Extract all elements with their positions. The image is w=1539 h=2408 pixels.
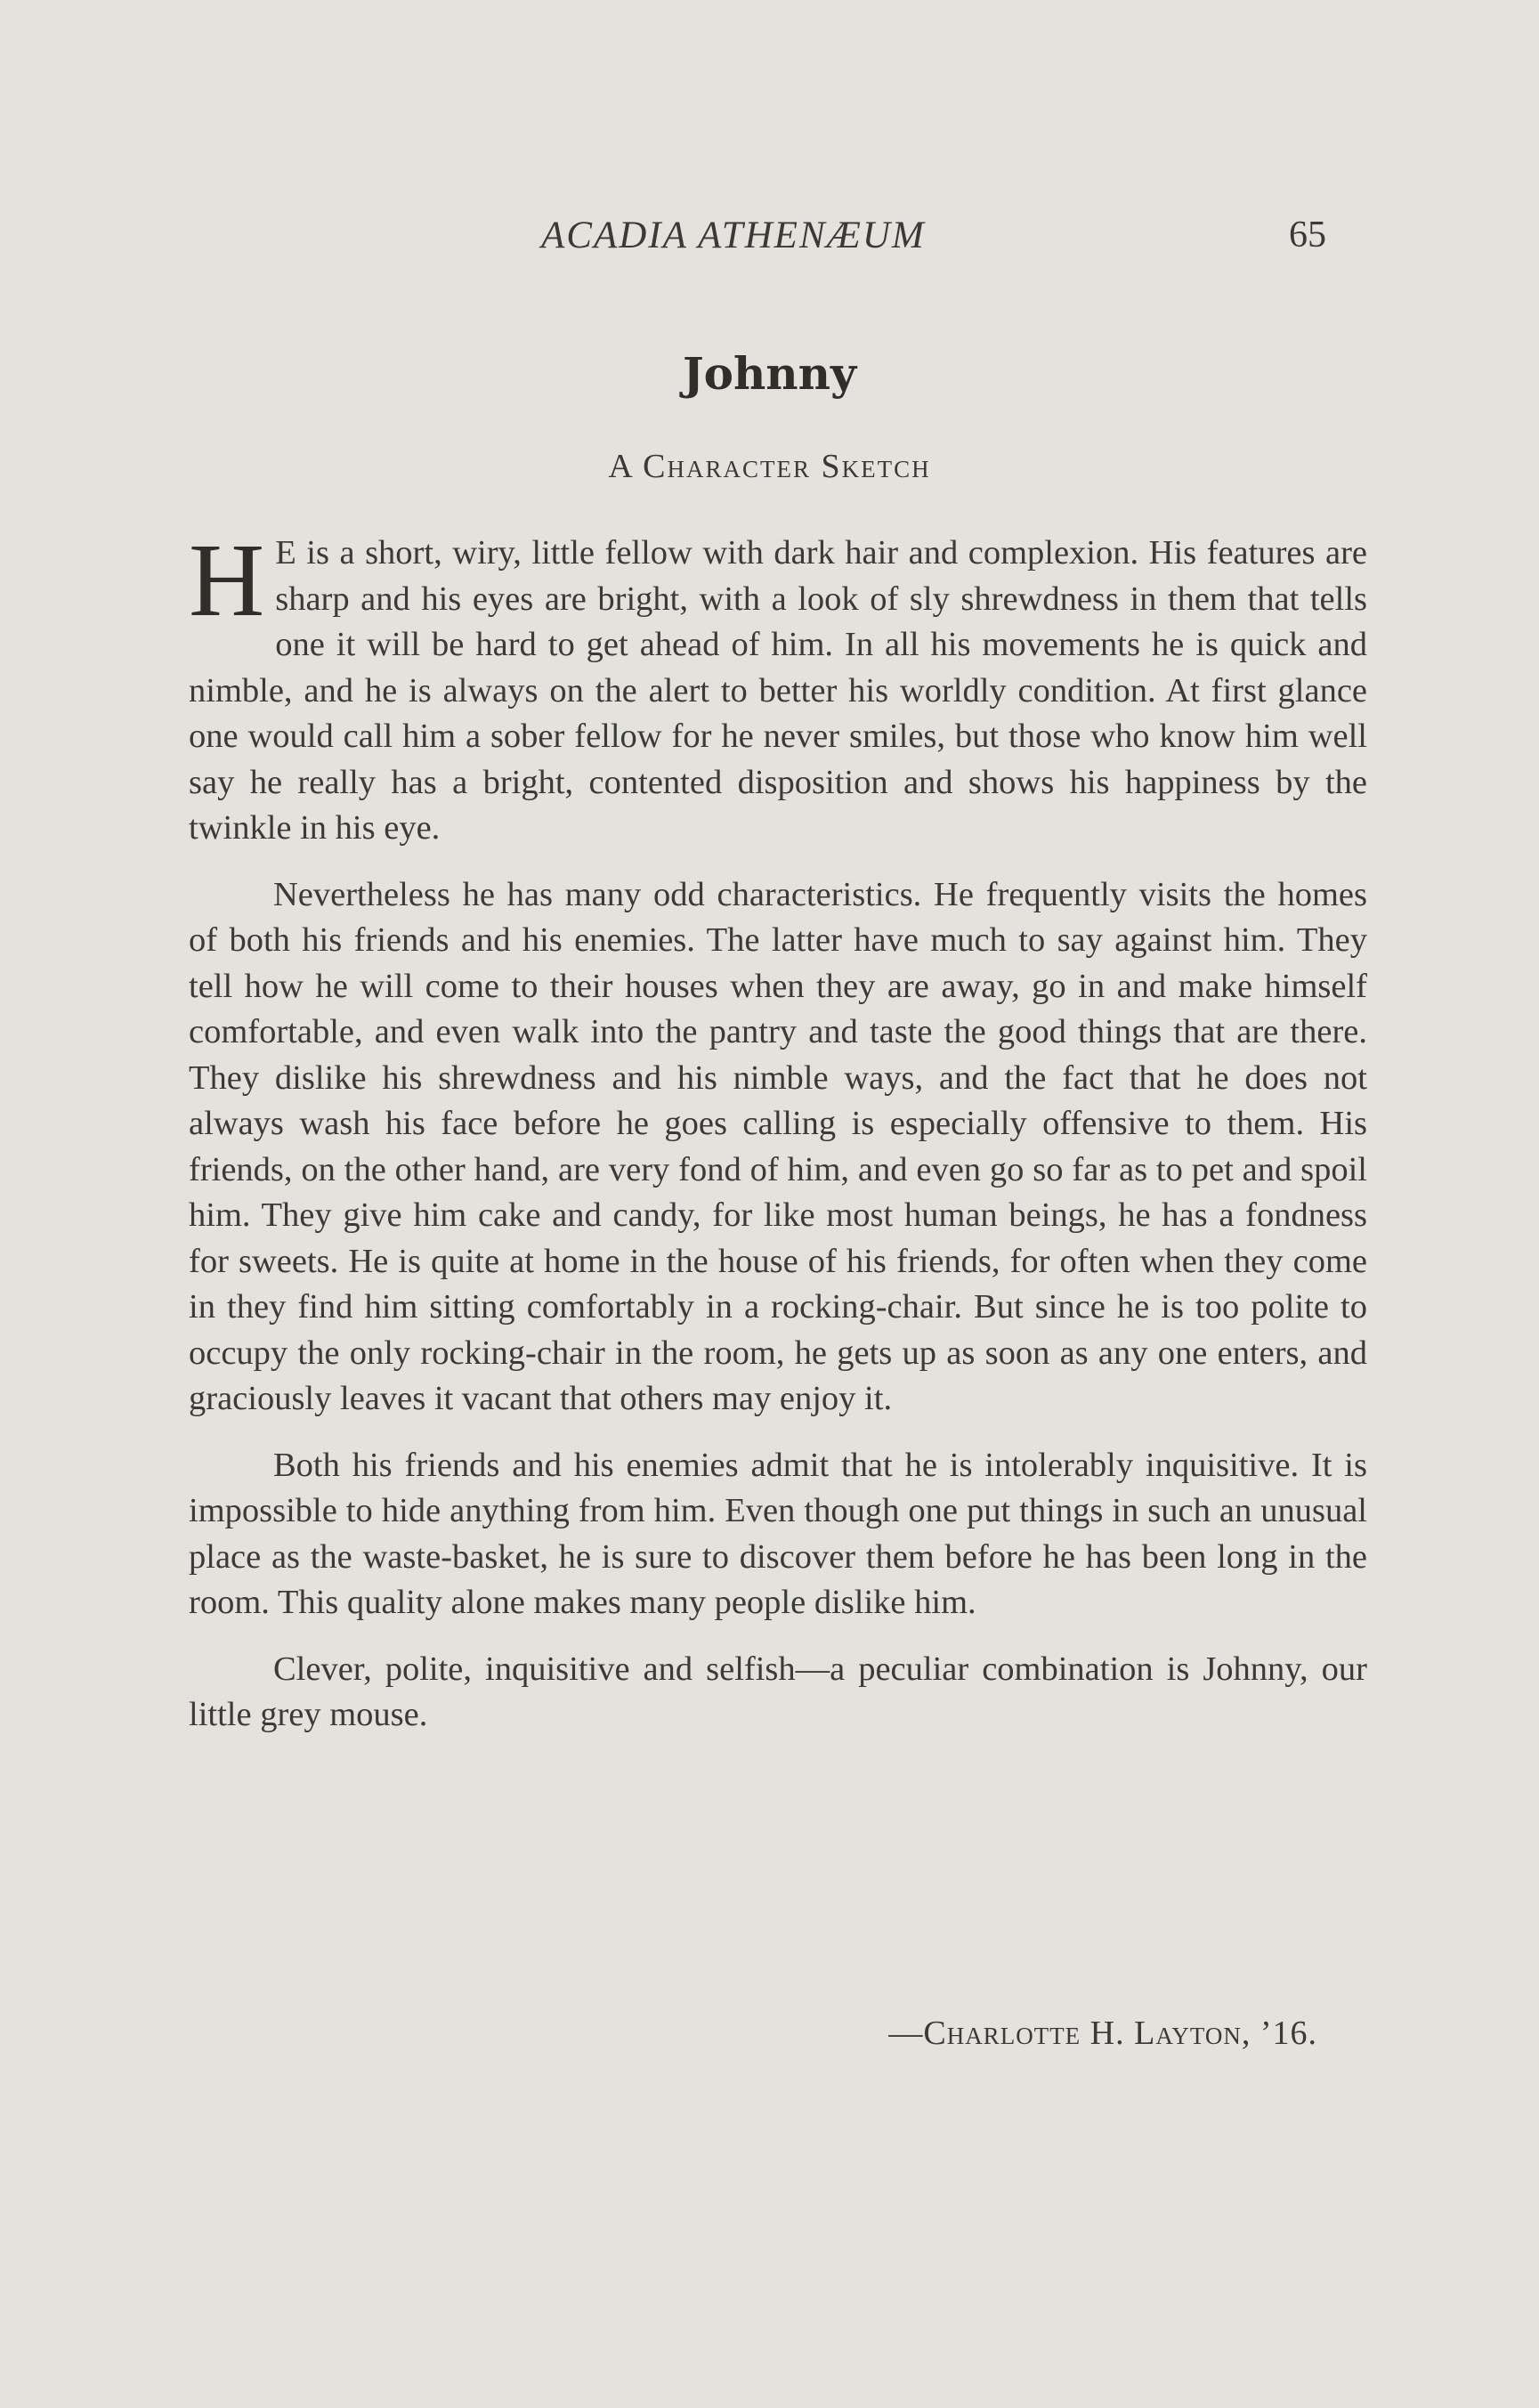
- paragraph-3: Both his friends and his enemies admit that he is intolerably inquisitive. It is impossible to hide anything from him. Even though one put things in such an unusual place as the waste-basket, he is sure to discover them before he has been long in the room. This quality alone makes many people dislike him.: [189, 1446, 1367, 1621]
- article-title: Johnny: [682, 347, 857, 400]
- paragraph-1-text: is a short, wiry, little fellow with dark hair and complexion. His features are sharp and his eyes are bright, with a look of sly shrewdness in them that tells one it will be hard to get ahead of him. In all his movements he is quick and nimble, and he is always on the alert to better his worldly condition. At first glance one would call him a sober fellow for he never smiles, but those who know him well say he really has a bright, contented disposition and shows his happiness by the twinkle in his eye.: [189, 534, 1367, 847]
- running-header: [0, 214, 1539, 267]
- paragraph-1: [189, 522, 1367, 852]
- drop-cap: H: [189, 522, 265, 638]
- article-body: [189, 522, 1367, 1759]
- paragraph-2: Nevertheless he has many odd characteristics. He frequently visits the homes of both his friends and his enemies. The latter have much to say against him. They tell how he will come to their houses when they are away, go in and make himself comfortable, and even walk into the pantry and taste the good things that are there. They dislike his shrewdness and his nimble ways, and the fact that he does not always wash his face before he goes calling is especially offensive to them. His friends, on the other hand, are very fond of him, and even go so far as to pet and spoil him. They give him cake and candy, for like most human beings, he has a fondness for sweets. He is quite at home in the house of his friends, for often when they come in they find him sitting comfortably in a rocking-chair. But since he is too polite to occupy the only rocking-chair in the room, he gets up as soon as any one enters, and graciously leaves it vacant that others may enjoy it.: [189, 875, 1367, 1417]
- author-signature: —Charlotte H. Layton, ’16.: [888, 2015, 1317, 2052]
- article-subtitle: A Character Sketch: [608, 448, 931, 485]
- page-number: 65: [1289, 215, 1326, 255]
- paragraph-4: Clever, polite, inquisitive and selfish—a peculiar combination is Johnny, our little grey mouse.: [189, 1650, 1367, 1733]
- first-word-rest: E: [275, 534, 296, 572]
- running-title: ACADIA ATHENÆUM: [541, 215, 926, 256]
